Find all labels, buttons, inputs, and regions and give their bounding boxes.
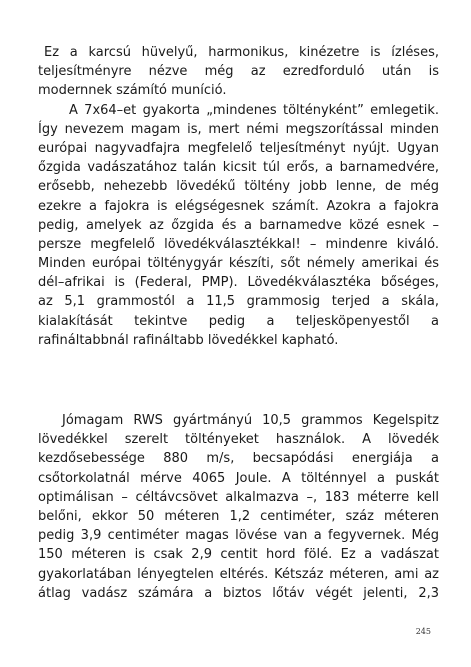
paragraph-2-line-11: az 5,1 grammostól a 11,5 grammosig terjed a skála, xyxy=(38,294,439,310)
paragraph-2-line-5: erősebb, nehezebb lövedékű töltény jobb lenne, de még xyxy=(38,179,439,195)
paragraph-3-line-3: kezdősebessége 880 m/s, becsapódási energiája a xyxy=(38,451,439,467)
paragraph-1-line-3: modernnek számító muníció. xyxy=(38,83,227,99)
paragraph-2-line-9: Minden európai tölténygyár készíti, sőt némely amerikai és xyxy=(38,256,439,272)
paragraph-3-line-2: lövedékkel szerelt töltényeket használok. A lövedék xyxy=(38,432,439,448)
paragraph-2-line-10: dél–afrikai is (Federal, PMP). Lövedékválasztéka bőséges, xyxy=(38,275,439,291)
paragraph-2-line-8: persze megfelelő lövedékválasztékkal! – mindenre kiváló. xyxy=(38,236,439,252)
paragraph-3-line-6: belőni, ekkor 50 méteren 1,2 centiméter, száz méteren xyxy=(38,508,439,524)
paragraph-3-line-10: átlag vadász számára a biztos lőtáv végét jelenti, 2,3 xyxy=(38,585,439,601)
paragraph-3-line-7: pedig 3,9 centiméter magas lövése van a fegyvernek. Még xyxy=(38,528,439,544)
paragraph-2-line-7: pedig, amelyek az őzgida és a barnamedve közé esnek – xyxy=(38,217,439,233)
paragraph-2-line-6: ezekre a fajokra is elégségesnek számít. Azokra a fajokra xyxy=(38,198,439,214)
paragraph-2-line-13: rafináltabbnál rafináltabb lövedékkel kapható. xyxy=(38,332,339,348)
paragraph-1-line-2: teljesítményre nézve még az ezredforduló után is xyxy=(38,64,439,80)
paragraph-3-line-9: gyakorlatában lényegtelen eltérés. Kétszáz méteren, ami az xyxy=(38,566,439,582)
page-number: 245 xyxy=(415,627,431,636)
text-column-top xyxy=(38,43,439,350)
paragraph-3-line-1: Jómagam RWS gyártmányú 10,5 grammos Kegelspitz xyxy=(62,413,439,428)
paragraph-3-line-8: 150 méteren is csak 2,9 centit hord fölé. Ez a vadászat xyxy=(38,547,439,563)
paragraph-1-line-1: Ez a karcsú hüvelyű, harmonikus, kinézetre is ízléses, xyxy=(44,45,439,60)
paragraph-2-line-4: őzgida vadászatához talán kicsit túl erős, a barnamedvére, xyxy=(38,160,439,176)
paragraph-3-line-4: csőtorkolatnál mérve 4065 Joule. A tölténnyel a puskát xyxy=(38,470,439,486)
paragraph-2-line-3: európai nagyvadfajra megfelelő teljesítményt nyújt. Ugyan xyxy=(38,140,439,156)
paragraph-3-line-5: optimálisan – céltávcsövet alkalmazva –, 183 méterre kell xyxy=(38,489,439,505)
paragraph-2-line-12: kialakítását tekintve pedig a teljesköpenyestől a xyxy=(38,313,439,329)
text-column-bottom xyxy=(38,411,439,603)
paragraph-2-line-2: Így nevezem magam is, mert némi megszorítással minden xyxy=(38,121,439,137)
paragraph-2-line-1: A 7x64–et gyakorta „mindenes töltényként” emlegetik. xyxy=(69,102,439,118)
